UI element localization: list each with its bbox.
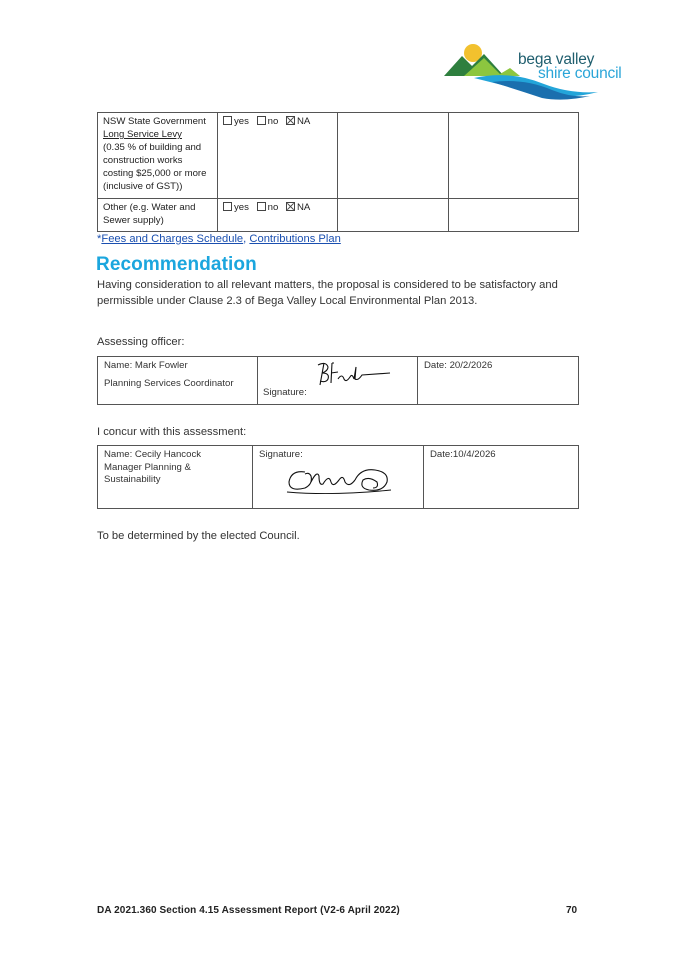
empty-cell xyxy=(449,113,579,199)
assessor-signature-cell xyxy=(258,357,418,405)
other-label: Other (e.g. Water and Sewer supply) xyxy=(103,202,196,226)
determination-note: To be determined by the elected Council. xyxy=(97,530,300,542)
assessor-role: Planning Services Coordinator xyxy=(104,377,234,389)
table-row xyxy=(98,199,579,232)
signature-cecily-hancock-icon xyxy=(283,462,395,496)
other-label-cell xyxy=(98,199,218,232)
assessor-date-cell xyxy=(418,357,579,405)
no-checkbox[interactable] xyxy=(257,116,266,125)
levy-label-cell xyxy=(98,113,218,199)
empty-cell xyxy=(338,113,449,199)
assessing-officer-label: Assessing officer: xyxy=(97,336,185,348)
logo-line1: bega valley xyxy=(518,51,595,68)
manager-date-cell xyxy=(424,446,579,509)
yes-label: yes xyxy=(234,116,249,127)
links-prefix: * xyxy=(97,233,102,245)
manager-name: Name: Cecily Hancock xyxy=(104,449,202,460)
yes-checkbox[interactable] xyxy=(223,202,232,211)
fees-and-charges-link[interactable]: Fees and Charges Schedule xyxy=(101,233,244,245)
na-label: NA xyxy=(296,116,311,127)
na-checkbox-checked[interactable] xyxy=(286,116,295,125)
yes-label: yes xyxy=(234,202,249,213)
empty-cell xyxy=(449,199,579,232)
manager-name-cell xyxy=(98,446,253,509)
reference-links xyxy=(97,233,341,245)
recommendation-text: Having consideration to all relevant matters, the proposal is considered to be satisfactory and permissible under Clause 2.3 of Bega Valley Local Environmental Plan 2013. xyxy=(97,279,558,307)
empty-cell xyxy=(338,199,449,232)
manager-role: Manager Planning & Sustainability xyxy=(104,461,191,485)
assessor-name: Name: Mark Fowler xyxy=(104,360,188,371)
assessing-officer-table xyxy=(97,356,579,405)
manager-signature-cell xyxy=(253,446,424,509)
concur-table xyxy=(97,445,579,509)
contributions-plan-link[interactable]: Contributions Plan xyxy=(249,233,341,245)
levy-table xyxy=(97,112,579,232)
assessor-date: Date: 20/2/2026 xyxy=(424,360,493,371)
table-row xyxy=(98,113,579,199)
signature-label: Signature: xyxy=(259,449,303,460)
na-checkbox-checked[interactable] xyxy=(286,202,295,211)
links-separator: , xyxy=(243,233,250,245)
table-row xyxy=(98,357,579,405)
long-service-levy-link[interactable]: Long Service Levy xyxy=(103,129,182,140)
no-label: no xyxy=(267,202,279,213)
levy-options-cell xyxy=(218,113,338,199)
council-logo xyxy=(440,40,630,102)
recommendation-heading: Recommendation xyxy=(96,254,257,275)
no-label: no xyxy=(267,116,279,127)
manager-date: Date:10/4/2026 xyxy=(430,449,496,460)
signature-label: Signature: xyxy=(263,386,307,398)
concur-label: I concur with this assessment: xyxy=(97,426,247,438)
levy-label-line1: NSW State Government xyxy=(103,116,206,127)
other-options-cell xyxy=(218,199,338,232)
page-number: 70 xyxy=(566,905,578,916)
no-checkbox[interactable] xyxy=(257,202,266,211)
logo-line2: shire council xyxy=(538,65,622,82)
signature-mark-fowler-icon xyxy=(314,359,394,389)
na-label: NA xyxy=(296,202,311,213)
assessor-name-cell xyxy=(98,357,258,405)
yes-checkbox[interactable] xyxy=(223,116,232,125)
footer-title: DA 2021.360 Section 4.15 Assessment Report (V2-6 April 2022) xyxy=(97,905,400,916)
table-row xyxy=(98,446,579,509)
levy-label-detail: (0.35 % of building and construction works costing $25,000 or more (inclusive of GST)) xyxy=(103,142,207,192)
